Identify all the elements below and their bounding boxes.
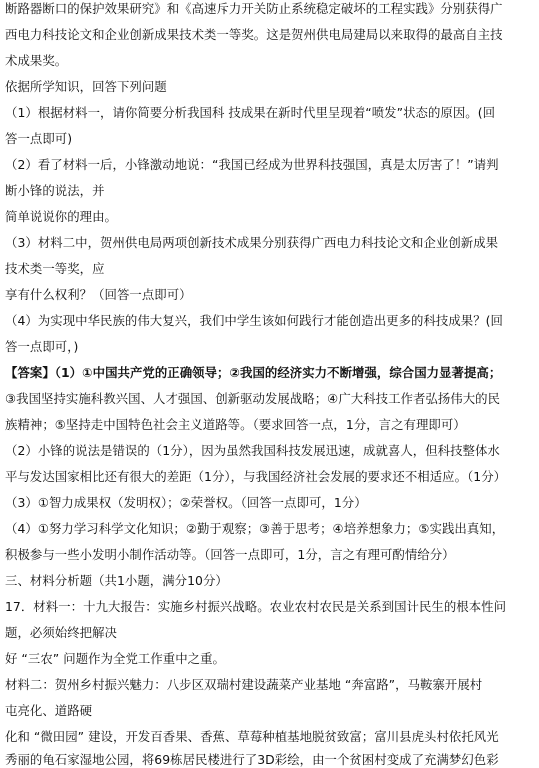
- answer-line-3: 族精神；⑤坚持走中国特色社会主义道路等。（要求回答一点，1分，言之有理即可）: [5, 417, 466, 432]
- answer-line-8: 积极参与一些小发明小制作活动等。（回答一点即可，1分，言之有理可酌情给分）: [5, 547, 455, 562]
- text-line-2: 西电力科技论文和企业创新成果技术类一等奖。这是贺州供电局建局以来取得的最高自主技: [5, 27, 503, 42]
- text-line-1: 断路器断口的保护效果研究》和《高速斥力开关防止系统稳定破坏的工程实践》分别获得广: [5, 1, 503, 16]
- question-2: （2）看了材料一后，小锋激动地说：“我国已经成为世界科技强国，真是太厉害了！”请判: [5, 157, 499, 172]
- question-17-cont-2: 好 “三农” 问题作为全党工作重中之重。: [5, 651, 225, 666]
- question-1-cont: 答一点即可): [5, 131, 73, 146]
- material-2-cont-2: 化和 “微田园” 建设，开发百香果、香蕉、草莓种植基地脱贫致富；富川县虎头村依托风光: [5, 729, 499, 744]
- question-1: （1）根据材料一，请你简要分析我国科 技成果在新时代里呈现着“喷发”状态的原因。(回: [5, 105, 496, 120]
- text-line-4: 依据所学知识，回答下列问题: [5, 79, 167, 94]
- answer-line-4: （2）小锋的说法是错误的（1分），因为虽然我国科技发展迅速，成就喜人，但科技整体水: [5, 443, 500, 458]
- answer-heading: 【答案】（1）①中国共产党的正确领导；②我国的经济实力不断增强，综合国力显著提高；: [5, 365, 502, 380]
- material-2-cont-3: 秀丽的龟石家湿地公园，将69栋居民楼进行了3D彩绘，由一个贫困村变成了充满梦幻色彩: [5, 752, 499, 767]
- question-4: （4）为实现中华民族的伟大复兴，我们中学生该如何践行才能创造出更多的科技成果？(回: [5, 313, 504, 328]
- question-17-cont: 题，必须始终把解决: [5, 625, 117, 640]
- answer-line-6: （3）①智力成果权（发明权）；②荣誉权。（回答一点即可，1分）: [5, 495, 367, 510]
- question-2-cont: 断小锋的说法，并: [5, 183, 105, 198]
- question-4-cont: 答一点即可，): [5, 339, 79, 354]
- material-2: 材料二：贺州乡村振兴魅力：八步区双瑞村建设蔬菜产业基地 “奔富路”，马鞍寨开展村: [5, 677, 483, 692]
- section-heading: 三、材料分析题（共1小题，满分10分）: [5, 573, 228, 588]
- question-3-cont: 技术类一等奖，应: [5, 261, 105, 276]
- material-2-cont: 屯亮化、道路硬: [5, 703, 93, 718]
- question-3-cont-2: 享有什么权利？（回答一点即可）: [5, 287, 192, 302]
- answer-line-2: ③我国坚持实施科教兴国、人才强国、创新驱动发展战略；④广大科技工作者弘扬伟大的民: [5, 391, 501, 406]
- answer-line-7: （4）①努力学习科学文化知识；②勤于观察；③善于思考；④培养想象力；⑤实践出真知，: [5, 521, 505, 536]
- text-line-3: 术成果奖。: [5, 53, 68, 68]
- question-2-cont-2: 简单说说你的理由。: [5, 209, 117, 224]
- question-3: （3）材料二中，贺州供电局两项创新技术成果分别获得广西电力科技论文和企业创新成果: [5, 235, 499, 250]
- answer-line-5: 平与发达国家相比还有很大的差距（1分），与我国经济社会发展的要求还不相适应。（1分）: [5, 469, 507, 484]
- question-17: 17．材料一：十九大报告：实施乡村振兴战略。农业农村农民是关系到国计民生的根本性问: [5, 599, 507, 614]
